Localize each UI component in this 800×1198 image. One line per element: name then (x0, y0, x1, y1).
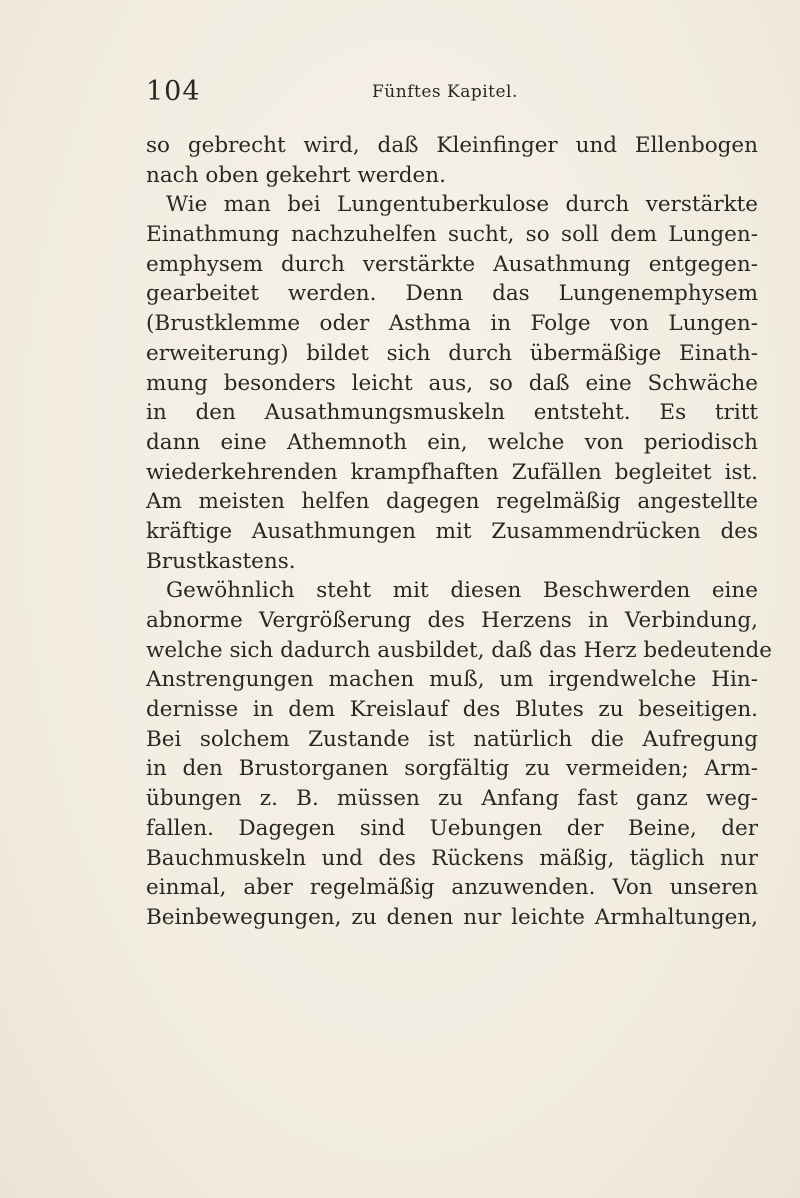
text-line: Bei solchem Zustande ist natürlich die Aufregung (146, 726, 758, 752)
text-line: Wie man bei Lungentuberkulose durch verstärkte (166, 192, 758, 218)
text-line: abnorme Vergrößerung des Herzens in Verbindung, (146, 608, 758, 633)
text-line: welche sich dadurch ausbildet, daß das Herz bedeutende (146, 637, 772, 663)
text-line: einmal, aber regelmäßig anzuwenden. Von unseren (146, 875, 758, 901)
text-line: Beinbewegungen, zu denen nur leichte Armhaltungen, (146, 904, 758, 930)
text-line: dann eine Athemnoth ein, welche von periodisch (146, 429, 758, 455)
text-line: übungen z. B. müssen zu Anfang fast ganz weg- (146, 786, 758, 812)
text-line: erweiterung) bildet sich durch übermäßige Einath- (146, 340, 758, 366)
text-line: Brustkastens. (146, 548, 296, 574)
text-line: gearbeitet werden. Denn das Lungenemphysem (146, 281, 758, 307)
page-header (146, 76, 706, 116)
text-line: mung besonders leicht aus, so daß eine Schwäche (146, 370, 758, 396)
text-line: in den Brustorganen sorgfältig zu vermeiden; Arm- (146, 756, 758, 782)
text-line: Am meisten helfen dagegen regelmäßig angestellte (146, 489, 758, 515)
text-line: so gebrecht wird, daß Kleinfinger und Ellenbogen (146, 133, 758, 158)
text-line: Bauchmuskeln und des Rückens mäßig, täglich nur (146, 845, 758, 871)
text-line: Anstrengungen machen muß, um irgendwelche Hin- (146, 667, 758, 693)
text-line: emphysem durch verstärkte Ausathmung entgegen- (146, 251, 758, 277)
running-head: Fünftes Kapitel. (372, 82, 518, 102)
text-line: (Brustklemme oder Asthma in Folge von Lungen- (146, 311, 758, 337)
text-line: fallen. Dagegen sind Uebungen der Beine, der (146, 815, 758, 841)
page-number: 104 (146, 76, 201, 107)
text-line: kräftige Ausathmungen mit Zusammendrücken des (146, 518, 758, 544)
text-line: in den Ausathmungsmuskeln entsteht. Es tritt (146, 400, 758, 426)
body-text (146, 131, 772, 933)
text-line: wiederkehrenden krampfhaften Zufällen begleitet ist. (146, 459, 758, 485)
text-line: dernisse in dem Kreislauf des Blutes zu beseitigen. (146, 697, 758, 723)
text-line: Gewöhnlich steht mit diesen Beschwerden eine (166, 578, 758, 604)
text-line: nach oben gekehrt werden. (146, 162, 446, 188)
text-line: Einathmung nachzuhelfen sucht, so soll dem Lungen- (146, 222, 758, 248)
